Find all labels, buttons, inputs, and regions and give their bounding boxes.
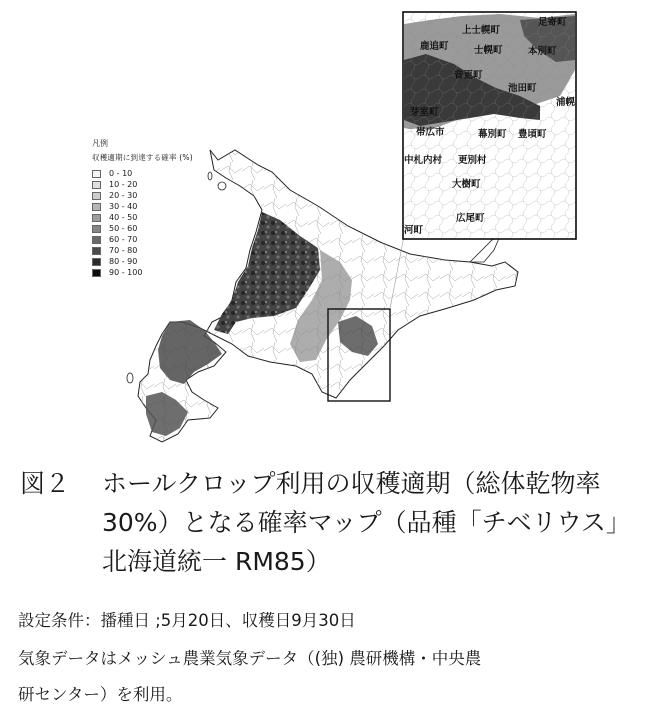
legend-item	[92, 190, 142, 201]
legend-swatch	[92, 236, 101, 244]
legend-title: 凡例	[92, 139, 108, 148]
rebun-island	[208, 172, 212, 180]
inset-label-nakasatsunai: 中札内村	[404, 155, 443, 166]
shiretoko-peninsula	[470, 236, 500, 262]
legend-label: 0 - 10	[109, 169, 133, 178]
inset-label-ikeda: 池田町	[508, 83, 537, 94]
legend-swatch	[92, 269, 101, 277]
legend-item	[92, 179, 142, 190]
legend-label: 10 - 20	[109, 180, 138, 189]
legend-subtitle: 収穫適期に到達する確率 (%)	[92, 153, 193, 162]
legend-label: 90 - 100	[109, 268, 143, 277]
legend-item	[92, 245, 142, 256]
inset-label-toyokoro: 豊頃町	[518, 129, 547, 140]
setting-conditions: 設定条件：播種日 ;5月20日、収穫日9月30日	[18, 611, 356, 630]
data-source-line-2: 研センター）を利用。	[18, 685, 183, 704]
inset-label-makubetsu: 幕別町	[478, 129, 507, 140]
legend-item	[92, 168, 142, 179]
legend-item	[92, 256, 142, 267]
legend-swatch	[92, 225, 101, 233]
inset-label-shikaoi: 鹿追町	[420, 41, 449, 52]
legend-swatch	[92, 247, 101, 255]
inset-label-shihoro: 士幌町	[474, 45, 503, 56]
legend-swatch	[92, 181, 101, 189]
inset-label-urahoro: 浦幌	[556, 97, 576, 108]
legend-swatch	[92, 170, 101, 178]
legend-item	[92, 212, 142, 223]
figure-title: ホールクロップ利用の収穫適期（総体乾物率30%）となる確率マップ（品種「チベリウス」北海道統一 RM85）	[102, 469, 631, 576]
data-source-line-1: 気象データはメッシュ農業気象データ（(独) 農研機構・中央農	[18, 649, 482, 668]
legend-label: 60 - 70	[109, 235, 138, 244]
legend-swatch	[92, 214, 101, 222]
inset-label-kamishihoro: 上士幌町	[462, 25, 501, 36]
legend-swatch	[92, 192, 101, 200]
legend-swatch	[92, 203, 101, 211]
inset-label-hiroo: 広尾町	[456, 213, 485, 224]
inset-label-obihiro: 帯広市	[416, 127, 445, 138]
legend-label: 50 - 60	[109, 224, 138, 233]
legend-label: 30 - 40	[109, 202, 138, 211]
legend-label: 40 - 50	[109, 213, 138, 222]
legend-label: 80 - 90	[109, 257, 138, 266]
legend-item	[92, 201, 142, 212]
inset-label-taiki: 大樹町	[452, 179, 481, 190]
legend-label: 70 - 80	[109, 246, 138, 255]
rishiri-island	[218, 182, 226, 190]
inset-label-partial-town: 河町	[404, 225, 424, 236]
legend	[92, 168, 142, 278]
legend-item	[92, 223, 142, 234]
legend-item	[92, 234, 142, 245]
legend-item	[92, 267, 142, 278]
inset-label-sarabetsu: 更別村	[458, 155, 487, 166]
okushiri-island	[127, 373, 133, 383]
inset-label-ashoro: 足寄町	[538, 17, 567, 28]
legend-label: 20 - 30	[109, 191, 138, 200]
legend-swatch	[92, 258, 101, 266]
figure-number: 図２	[20, 469, 71, 498]
inset-label-honbetsu: 本別町	[528, 46, 557, 57]
inset-label-otofuke: 音更町	[454, 70, 483, 81]
inset-label-memuro: 芽室町	[410, 107, 439, 118]
